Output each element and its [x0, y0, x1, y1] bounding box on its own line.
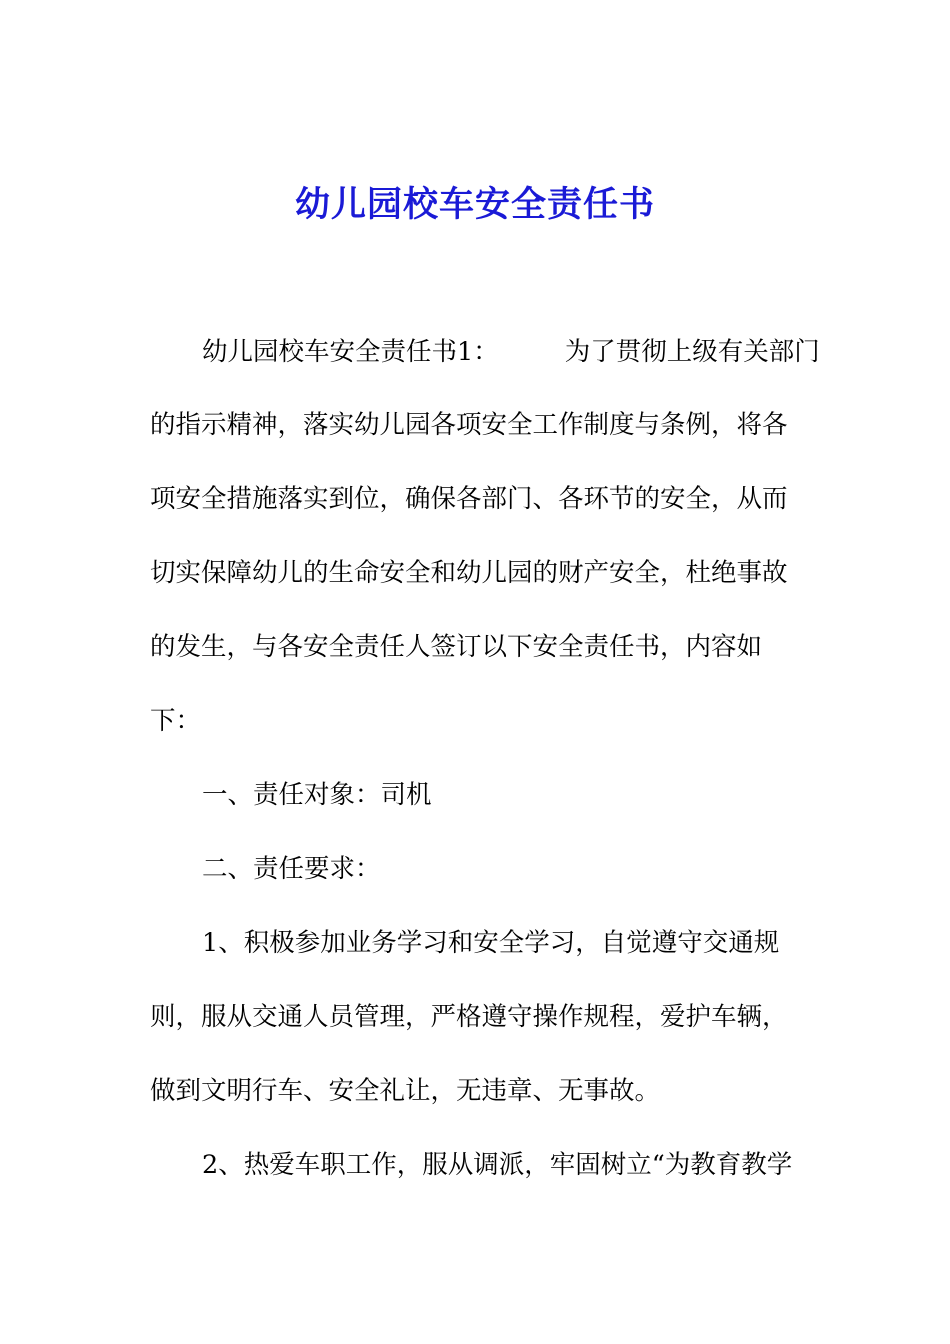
section-heading-requirements: 二、责任要求： [202, 854, 381, 884]
paragraph-line: 的发生，与各安全责任人签订以下安全责任书，内容如 [150, 632, 763, 662]
list-item-line: 1、积极参加业务学习和安全学习，自觉遵守交通规 [202, 928, 780, 958]
paragraph-line: 的指示精神，落实幼儿园各项安全工作制度与条例，将各 [150, 410, 788, 440]
intro-label: 幼儿园校车安全责任书1： [202, 337, 499, 367]
paragraph-line [202, 334, 820, 370]
document-title: 幼儿园校车安全责任书 [294, 185, 655, 225]
paragraph-line: 下： [150, 706, 202, 736]
list-item-line: 2、热爱车职工作，服从调派，牢固树立“为教育教学 [202, 1150, 793, 1180]
paragraph-line: 切实保障幼儿的生命安全和幼儿园的财产安全，杜绝事故 [150, 558, 788, 588]
intro-text: 为了贯彻上级有关部门 [564, 337, 820, 367]
paragraph-line: 项安全措施落实到位，确保各部门、各环节的安全，从而 [150, 484, 788, 514]
list-item-line: 做到文明行车、安全礼让，无违章、无事故。 [150, 1076, 661, 1106]
list-item-line: 则，服从交通人员管理，严格遵守操作规程，爱护车辆， [150, 1002, 788, 1032]
section-heading-object: 一、责任对象：司机 [202, 780, 432, 810]
